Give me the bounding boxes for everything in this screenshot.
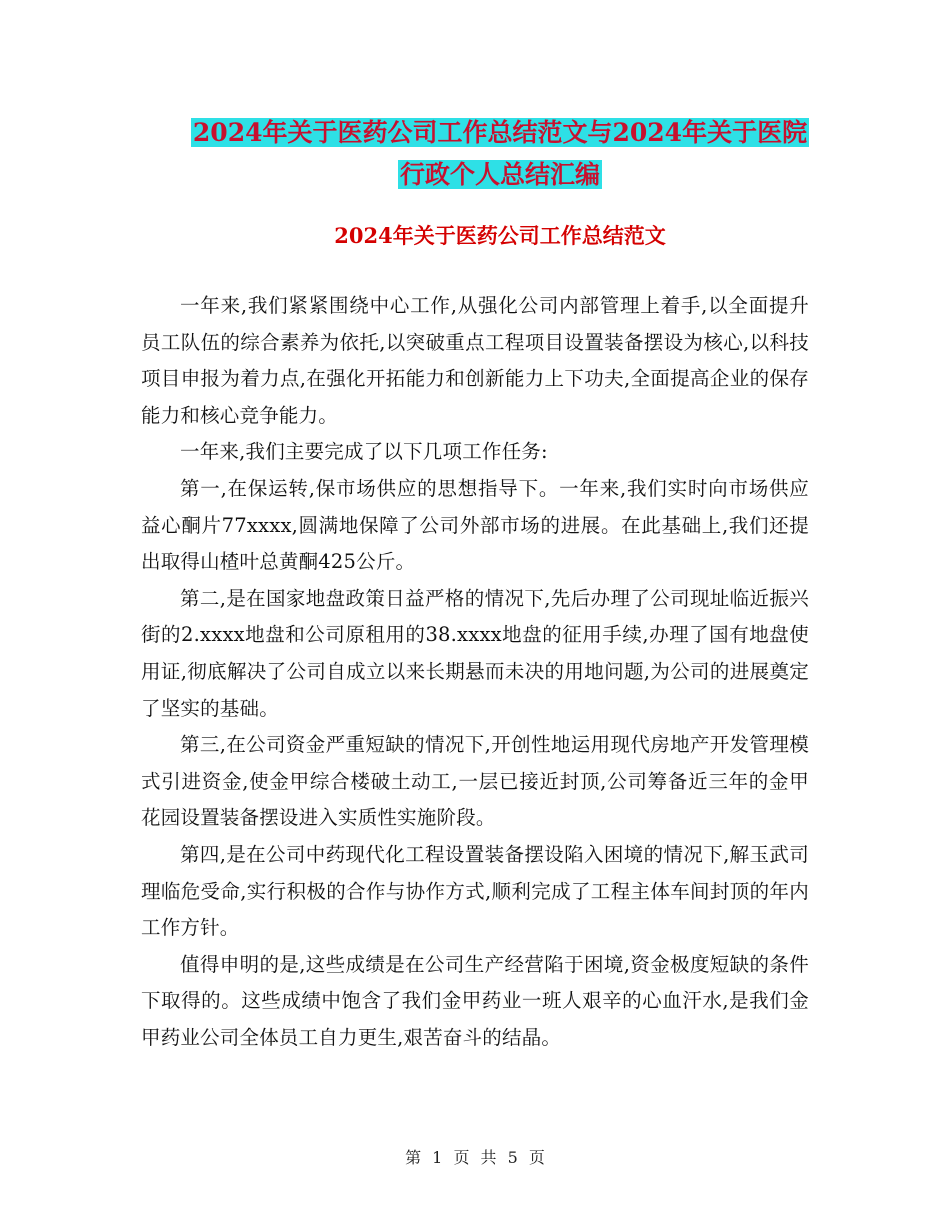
paragraph-summary: 值得申明的是,这些成绩是在公司生产经营陷于困境,资金极度短缺的条件下取得的。这些成绩中饱含了我们金甲药业一班人艰辛的心血汗水,是我们金甲药业公司全体员工自力更生,艰苦奋斗的结晶。 (141, 952, 809, 1049)
document-body (141, 288, 809, 1056)
document-title-line2: 行政个人总结汇编 (399, 160, 600, 189)
paragraph-fourth: 第四,是在公司中药现代化工程设置装备摆设陷入困境的情况下,解玉武司理临危受命,实行积极的合作与协作方式,顺利完成了工程主体车间封顶的年内工作方针。 (141, 842, 809, 940)
document-title (100, 112, 900, 196)
section-title: 2024年关于医药公司工作总结范文 (334, 223, 666, 248)
paragraph-third: 第三,在公司资金严重短缺的情况下,开创性地运用现代房地产开发管理模式引进资金,使金甲综合楼破土动工,一层已接近封顶,公司筹备近三年的金甲花园设置装备摆设进入实质性实施阶段。 (141, 733, 809, 830)
paragraph-tasks-lead: 一年来,我们主要完成了以下几项工作任务: (180, 440, 548, 464)
paragraph-intro: 一年来,我们紧紧围绕中心工作,从强化公司内部管理上着手,以全面提升员工队伍的综合素养为依托,以突破重点工程项目设置装备摆设为核心,以科技项目申报为着力点,在强化开拓能力和创新能力上下功夫,全面提高企业的保存能力和核心竞争能力。 (141, 294, 809, 427)
document-title-line1: 2024年关于医药公司工作总结范文与2024年关于医院 (192, 118, 808, 147)
paragraph-second: 第二,是在国家地盘政策日益严格的情况下,先后办理了公司现址临近振兴街的2.xxxx地盘和公司原租用的38.xxxx地盘的征用手续,办理了国有地盘使用证,彻底解决了公司自成立以来长期悬而未决的用地问题,为公司的进展奠定了坚实的基础。 (141, 586, 809, 720)
paragraph-first: 第一,在保运转,保市场供应的思想指导下。一年来,我们实时向市场供应益心酮片77xxxx,圆满地保障了公司外部市场的进展。在此基础上,我们还提出取得山楂叶总黄酮425公斤。 (141, 476, 809, 574)
page-number-footer: 第 1 页 共 5 页 (405, 1148, 545, 1167)
